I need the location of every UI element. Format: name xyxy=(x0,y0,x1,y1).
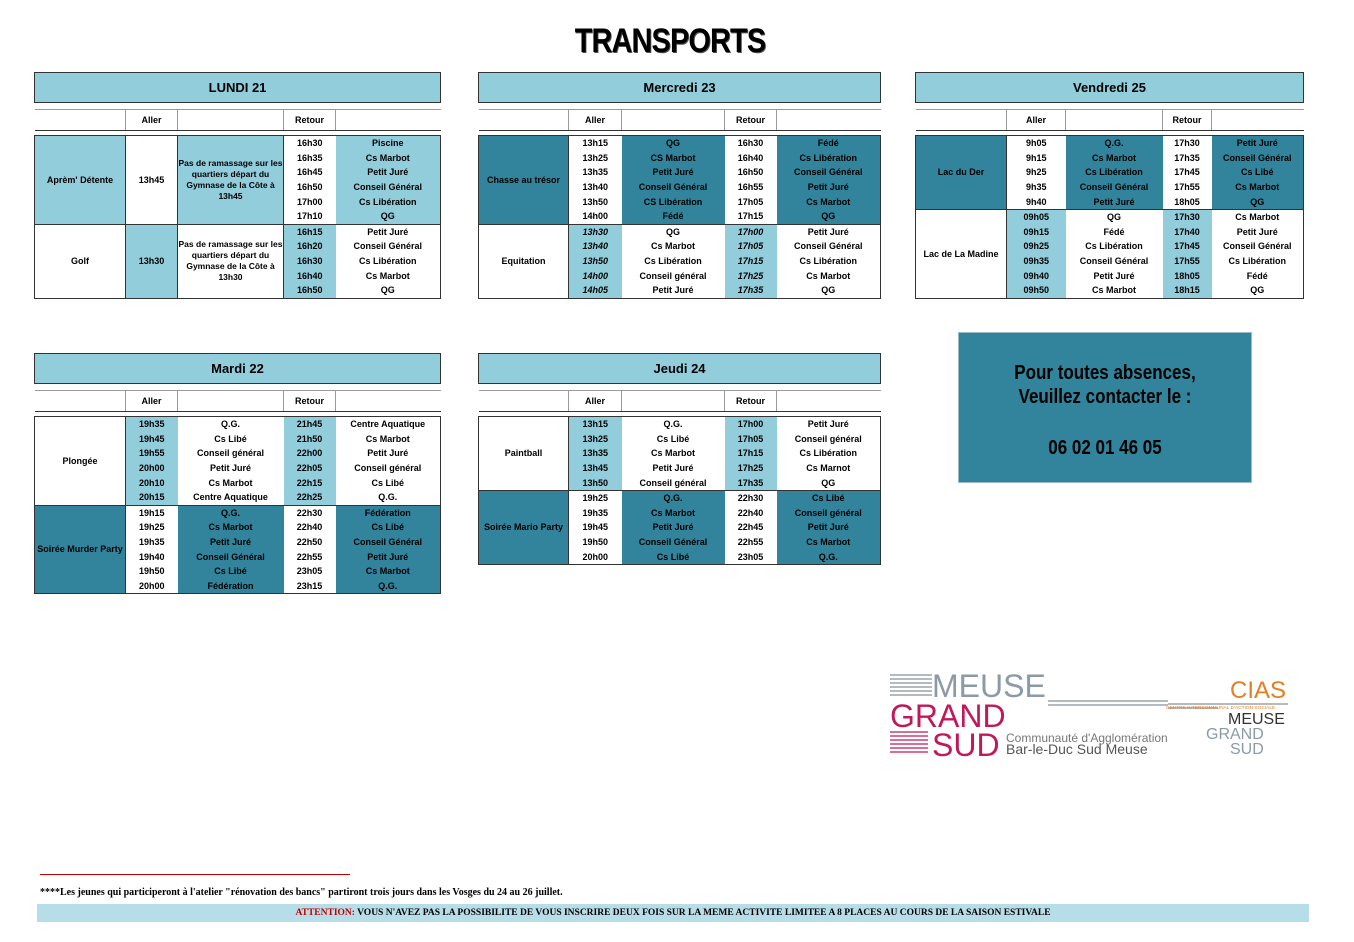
pickup-note: Pas de ramassage sur les quartiers départ du Gymnase de la Côte à 13h45 xyxy=(178,136,284,225)
aller-time: 14h00 xyxy=(569,268,622,283)
aller-time: 9h25 xyxy=(1025,167,1047,178)
retour-place: Cs Libération xyxy=(1212,254,1304,269)
aller-place: Petit Juré xyxy=(622,520,725,535)
aller-place: QG xyxy=(1066,209,1163,224)
logo-graphic xyxy=(888,670,1308,765)
aller-time: 19h40 xyxy=(138,551,165,562)
aller-time: 13h50 xyxy=(582,196,609,207)
retour-time: 17h35 xyxy=(725,283,777,298)
retour-place: Cs Marbot xyxy=(336,151,441,166)
logo-cias-grand: GRAND xyxy=(1206,726,1264,743)
aller-time: 19h25 xyxy=(569,490,622,505)
retour-time: 17h25 xyxy=(725,268,777,283)
day-header: Mercredi 23 xyxy=(479,73,881,103)
logo-subtitle-1: Communauté d'Agglomération xyxy=(1006,731,1168,745)
retour-time: 16h50 xyxy=(296,182,323,193)
retour-time: 18h05 xyxy=(1174,196,1200,207)
retour-time: 16h40 xyxy=(737,152,764,163)
aller-place: Cs Marbot xyxy=(178,520,284,535)
retour-time: 22h40 xyxy=(296,522,323,533)
aller-time: 19h45 xyxy=(582,522,609,533)
retour-place: Cs Libé xyxy=(777,490,881,505)
schedule-lundi xyxy=(34,72,441,299)
retour-place: Cs Libération xyxy=(336,194,441,209)
retour-place: Petit Juré xyxy=(1212,136,1304,151)
footer-attention-bar xyxy=(37,904,1309,922)
aller-place: Conseil Général xyxy=(1079,256,1149,267)
retour-place: Cs Marbot xyxy=(777,194,881,209)
retour-time: 22h05 xyxy=(284,461,336,476)
retour-place: Petit Juré xyxy=(336,549,441,564)
aller-place: Q.G. xyxy=(178,505,284,520)
contact-line-1: Pour toutes absences, xyxy=(1014,362,1196,384)
logo-meuse: MEUSE xyxy=(932,670,1046,704)
aller-place: Q.G. xyxy=(178,417,284,432)
retour-place: Cs Marbot xyxy=(777,535,881,550)
aller-time: 09h35 xyxy=(1007,254,1066,269)
retour-place: Cs Marnot xyxy=(777,461,881,476)
aller-time: 19h50 xyxy=(582,537,609,548)
retour-time: 17h10 xyxy=(296,211,323,222)
logo-subtitle-2: Bar-le-Duc Sud Meuse xyxy=(1006,741,1148,757)
schedule-jeudi xyxy=(478,353,881,565)
retour-place: QG xyxy=(777,283,881,298)
aller-time: 09h25 xyxy=(1007,239,1066,254)
retour-time: 16h30 xyxy=(284,254,336,269)
retour-place: Cs Libé xyxy=(1212,165,1304,180)
aller-place: CS Marbot xyxy=(622,151,725,166)
retour-time: 17h55 xyxy=(1174,182,1200,193)
aller-header: Aller xyxy=(1007,110,1066,131)
aller-place: Petit Juré xyxy=(209,463,251,474)
retour-time: 16h40 xyxy=(284,268,336,283)
aller-place: Petit Juré xyxy=(622,283,725,298)
aller-time: 14h05 xyxy=(569,283,622,298)
aller-time: 13h50 xyxy=(569,475,622,490)
aller-place: Q.G. xyxy=(622,417,725,432)
retour-time: 17h05 xyxy=(725,239,777,254)
retour-header: Retour xyxy=(725,110,777,131)
retour-time: 21h45 xyxy=(284,417,336,432)
contact-box xyxy=(958,332,1252,483)
aller-place: Cs Marbot xyxy=(208,477,253,488)
aller-time: 19h35 xyxy=(126,417,178,432)
aller-time: 20h10 xyxy=(126,475,178,490)
retour-time: 17h35 xyxy=(725,475,777,490)
retour-time: 22h55 xyxy=(737,537,764,548)
retour-time: 17h30 xyxy=(1163,136,1212,151)
aller-place: Petit Juré xyxy=(652,463,694,474)
aller-place: QG xyxy=(622,224,725,239)
footer-cutoff-line xyxy=(40,870,350,875)
aller-time: 13h35 xyxy=(569,446,622,461)
retour-time: 17h30 xyxy=(1163,209,1212,224)
retour-time: 23h05 xyxy=(725,549,777,564)
retour-place: Petit Juré xyxy=(336,446,441,461)
retour-time: 17h00 xyxy=(725,417,777,432)
aller-time: 9h15 xyxy=(1025,152,1047,163)
activity-name: Plongée xyxy=(35,417,126,506)
retour-header: Retour xyxy=(284,391,336,412)
logo-cias-meuse: MEUSE xyxy=(1228,711,1285,728)
aller-place: Conseil Général xyxy=(178,549,284,564)
aller-place: Fédé xyxy=(1103,226,1125,237)
pickup-note: Pas de ramassage sur les quartiers départ du Gymnase de la Côte à 13h30 xyxy=(178,224,284,298)
aller-time: 13h35 xyxy=(582,167,609,178)
aller-time: 13h45 xyxy=(126,136,178,225)
schedule-vendredi xyxy=(915,72,1304,299)
retour-place: Piscine xyxy=(336,136,441,151)
aller-time: 13h40 xyxy=(569,239,622,254)
retour-time: 17h15 xyxy=(725,446,777,461)
retour-time: 16h45 xyxy=(296,167,323,178)
page-title: TRANSPORTS xyxy=(574,22,766,60)
aller-place: Cs Libé xyxy=(178,564,284,579)
aller-time: 9h05 xyxy=(1007,136,1066,151)
aller-time: 13h40 xyxy=(582,182,609,193)
retour-time: 22h40 xyxy=(737,507,764,518)
activity-name: Soirée Mario Party xyxy=(479,490,569,564)
aller-time: 20h15 xyxy=(126,490,178,505)
activity-name: Aprèm' Détente xyxy=(35,136,126,225)
retour-time: 17h45 xyxy=(1174,167,1200,178)
retour-place: Cs Marbot xyxy=(777,268,881,283)
aller-time: 19h55 xyxy=(126,446,178,461)
retour-time: 22h00 xyxy=(284,446,336,461)
aller-place: Cs Libération xyxy=(1066,165,1163,180)
retour-place: Petit Juré xyxy=(336,224,441,239)
retour-header: Retour xyxy=(284,110,336,131)
retour-time: 16h50 xyxy=(737,167,764,178)
aller-place: Q.G. xyxy=(1066,136,1163,151)
activity-name: Lac de La Madine xyxy=(916,209,1007,298)
retour-time: 17h55 xyxy=(1163,254,1212,269)
retour-place: Cs Marbot xyxy=(336,432,441,447)
retour-time: 17h15 xyxy=(737,211,764,222)
aller-time: 09h05 xyxy=(1007,209,1066,224)
retour-place: Petit Juré xyxy=(336,165,441,180)
retour-time: 16h55 xyxy=(737,182,764,193)
retour-place: Cs Marbot xyxy=(1212,209,1304,224)
activity-name: Paintball xyxy=(479,417,569,491)
aller-place: CS Libération xyxy=(622,194,725,209)
schedule-mardi xyxy=(34,353,441,594)
aller-place: Cs Marbot xyxy=(650,448,695,459)
retour-place: Cs Libé xyxy=(336,475,441,490)
activity-name: Equitation xyxy=(479,224,569,298)
aller-time: 13h15 xyxy=(569,136,622,151)
day-header: Vendredi 25 xyxy=(916,73,1304,103)
day-header: LUNDI 21 xyxy=(35,73,441,103)
retour-place: Petit Juré xyxy=(777,180,881,195)
aller-time: 13h25 xyxy=(569,432,622,447)
logo-cias-subtitle: CENTRE INTERCOMMUNAL D'ACTION SOCIALE xyxy=(1166,706,1276,711)
retour-place: Conseil général xyxy=(777,432,881,447)
aller-time: 13h30 xyxy=(569,224,622,239)
retour-place: QG xyxy=(1212,194,1304,209)
aller-time: 20h00 xyxy=(126,461,178,476)
retour-time: 18h15 xyxy=(1163,283,1212,298)
aller-place: Petit Juré xyxy=(178,535,284,550)
retour-time: 17h05 xyxy=(725,432,777,447)
aller-time: 13h50 xyxy=(569,254,622,269)
retour-place: Conseil Général xyxy=(336,180,441,195)
retour-header: Retour xyxy=(1163,110,1212,131)
aller-time: 19h35 xyxy=(138,537,165,548)
aller-time: 09h40 xyxy=(1007,268,1066,283)
aller-time: 9h40 xyxy=(1025,196,1047,207)
retour-place: Cs Marbot xyxy=(1212,180,1304,195)
retour-place: Cs Libération xyxy=(777,446,881,461)
aller-time: 13h25 xyxy=(582,152,609,163)
aller-header: Aller xyxy=(569,110,622,131)
attention-label: ATTENTION: xyxy=(295,908,355,918)
aller-place: Conseil général xyxy=(639,270,707,281)
retour-place: QG xyxy=(1212,283,1304,298)
retour-place: Fédération xyxy=(336,505,441,520)
retour-place: Fédé xyxy=(777,136,881,151)
aller-time: 09h15 xyxy=(1007,225,1066,240)
contact-phone: 06 02 01 46 05 xyxy=(1048,437,1162,459)
retour-time: 16h30 xyxy=(284,136,336,151)
aller-place: Conseil général xyxy=(196,448,265,459)
retour-place: Fédé xyxy=(1212,268,1304,283)
retour-place: Petit Juré xyxy=(1212,225,1304,240)
aller-time: 13h15 xyxy=(569,417,622,432)
retour-time: 23h15 xyxy=(284,579,336,594)
footer-note: ****Les jeunes qui participeront à l'atelier "rénovation des bancs" partiront trois jours dans les Vosges du 24 au 26 juillet. xyxy=(40,887,563,898)
retour-place: Centre Aquatique xyxy=(336,417,441,432)
retour-place: QG xyxy=(777,475,881,490)
retour-time: 22h55 xyxy=(296,551,323,562)
aller-place: Cs Marbot xyxy=(622,506,725,521)
aller-place: Cs Libération xyxy=(1085,241,1143,252)
retour-time: 17h00 xyxy=(296,196,323,207)
aller-time: 19h25 xyxy=(138,522,165,533)
retour-place: Conseil général xyxy=(336,461,441,476)
retour-time: 22h45 xyxy=(737,522,764,533)
retour-place: Q.G. xyxy=(336,490,441,505)
retour-place: Cs Libération xyxy=(336,254,441,269)
retour-place: Conseil Général xyxy=(777,165,881,180)
activity-name: Lac du Der xyxy=(916,136,1007,210)
retour-place: Conseil Général xyxy=(336,535,441,550)
retour-place: Cs Libé xyxy=(336,520,441,535)
retour-time: 22h50 xyxy=(296,537,323,548)
retour-place: Cs Libération xyxy=(777,151,881,166)
retour-time: 17h35 xyxy=(1174,152,1200,163)
retour-time: 17h05 xyxy=(737,196,764,207)
retour-place: Conseil Général xyxy=(336,239,441,254)
aller-time: 9h35 xyxy=(1025,182,1047,193)
aller-place: QG xyxy=(622,136,725,151)
aller-place: Cs Libération xyxy=(644,256,702,267)
retour-time: 16h15 xyxy=(284,224,336,239)
aller-place: Cs Marbot xyxy=(650,241,695,252)
retour-place: QG xyxy=(336,283,441,298)
aller-place: Cs Marbot xyxy=(1066,283,1163,298)
retour-time: 16h30 xyxy=(725,136,777,151)
activity-name: Chasse au trésor xyxy=(479,136,569,225)
retour-place: Q.G. xyxy=(777,549,881,564)
aller-time: 20h00 xyxy=(569,549,622,564)
aller-time: 13h45 xyxy=(569,461,622,476)
retour-place: QG xyxy=(336,209,441,224)
retour-place: Cs Marbot xyxy=(336,268,441,283)
retour-place: Conseil Général xyxy=(1212,151,1304,166)
aller-place: Petit Juré xyxy=(1093,270,1135,281)
day-header: Jeudi 24 xyxy=(479,354,881,384)
attention-text: VOUS N'AVEZ PAS LA POSSIBILITE DE VOUS INSCRIRE DEUX FOIS SUR LA MEME ACTIVITE LIMITEE A 8 PLACES AU COURS DE LA SAISON ESTIVALE xyxy=(354,908,1051,918)
logo-cias-sud: SUD xyxy=(1230,741,1264,758)
retour-place: Cs Libération xyxy=(777,254,881,269)
logo-sud: SUD xyxy=(932,727,1000,763)
aller-place: Petit Juré xyxy=(1066,194,1163,209)
retour-place: Conseil général xyxy=(777,506,881,521)
aller-header: Aller xyxy=(126,110,178,131)
retour-place: QG xyxy=(777,209,881,224)
aller-time: 19h45 xyxy=(126,432,178,447)
activity-name: Soirée Murder Party xyxy=(35,505,126,594)
aller-place: Fédération xyxy=(178,579,284,594)
retour-time: 22h15 xyxy=(284,475,336,490)
contact-line-2: Veuillez contacter le : xyxy=(1018,386,1192,408)
retour-time: 16h50 xyxy=(284,283,336,298)
aller-time: 20h00 xyxy=(126,579,178,594)
aller-time: 09h50 xyxy=(1007,283,1066,298)
aller-time: 19h15 xyxy=(126,505,178,520)
retour-time: 17h25 xyxy=(725,461,777,476)
aller-place: Conseil Général xyxy=(1066,180,1163,195)
aller-time: 13h30 xyxy=(126,224,178,298)
retour-time: 17h00 xyxy=(725,224,777,239)
retour-place: Cs Marbot xyxy=(336,564,441,579)
aller-time: 19h35 xyxy=(582,507,609,518)
day-header: Mardi 22 xyxy=(35,354,441,384)
retour-place: Conseil Général xyxy=(777,239,881,254)
retour-time: 22h30 xyxy=(725,490,777,505)
aller-place: Conseil général xyxy=(639,477,707,488)
aller-header: Aller xyxy=(126,391,178,412)
meuse-grand-sud-logo xyxy=(888,670,1308,765)
aller-place: Cs Libé xyxy=(214,433,247,444)
aller-place: Cs Libé xyxy=(622,549,725,564)
aller-place: Cs Marbot xyxy=(1066,151,1163,166)
retour-time: 21h50 xyxy=(284,432,336,447)
aller-place: Q.G. xyxy=(622,490,725,505)
aller-time: 14h00 xyxy=(582,211,609,222)
retour-place: Petit Juré xyxy=(777,520,881,535)
aller-place: Cs Libé xyxy=(656,433,690,444)
aller-place: Conseil Général xyxy=(622,180,725,195)
retour-time: 17h15 xyxy=(725,254,777,269)
retour-time: 22h30 xyxy=(284,505,336,520)
retour-place: Petit Juré xyxy=(777,417,881,432)
aller-header: Aller xyxy=(569,391,622,412)
aller-time: 19h50 xyxy=(138,566,165,577)
aller-place: Centre Aquatique xyxy=(193,492,268,503)
retour-time: 17h40 xyxy=(1163,225,1212,240)
retour-time: 18h05 xyxy=(1163,268,1212,283)
retour-place: Q.G. xyxy=(336,579,441,594)
schedule-mercredi xyxy=(478,72,881,299)
aller-place: Fédé xyxy=(622,209,725,224)
retour-place: Petit Juré xyxy=(777,224,881,239)
logo-cias: CIAS xyxy=(1230,677,1287,704)
retour-place: Conseil Général xyxy=(1212,239,1304,254)
retour-time: 16h35 xyxy=(296,152,323,163)
activity-name: Golf xyxy=(35,224,126,298)
logo-grand: GRAND xyxy=(890,698,1006,734)
retour-time: 17h45 xyxy=(1163,239,1212,254)
retour-header: Retour xyxy=(725,391,777,412)
aller-place: Conseil Général xyxy=(622,535,725,550)
retour-time: 23h05 xyxy=(296,566,323,577)
retour-time: 16h20 xyxy=(284,239,336,254)
retour-time: 22h25 xyxy=(284,490,336,505)
aller-place: Petit Juré xyxy=(622,165,725,180)
